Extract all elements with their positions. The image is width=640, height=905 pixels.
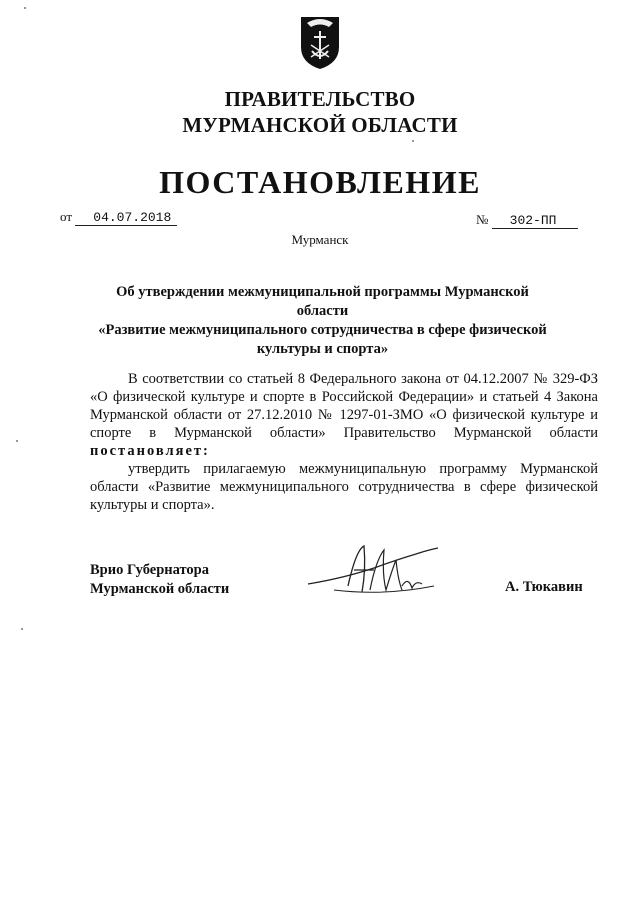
scan-speck xyxy=(412,140,414,142)
document-date: 04.07.2018 xyxy=(75,211,177,226)
document-type-title: ПОСТАНОВЛЕНИЕ xyxy=(159,164,481,200)
city-label: Мурманск xyxy=(291,232,349,247)
body-paragraph-1 xyxy=(90,370,598,460)
signatory-title-line: Врио Губернатора xyxy=(90,562,209,578)
number-block xyxy=(476,212,578,229)
org-title-line2: МУРМАНСКОЙ ОБЛАСТИ xyxy=(182,113,458,137)
date-block xyxy=(60,209,177,226)
resolution-keyword: постановляет: xyxy=(90,443,210,459)
subject-line: «Развитие межмуниципального сотрудничества в сфере физической xyxy=(98,322,547,338)
signatory-title-line: Мурманской области xyxy=(90,581,230,597)
scan-speck xyxy=(24,7,26,9)
number-prefix: № xyxy=(476,212,489,227)
document-number: 302-ПП xyxy=(492,214,579,229)
date-prefix: от xyxy=(60,209,73,224)
signatory-name: А. Тюкавин xyxy=(505,579,583,595)
scan-speck xyxy=(16,440,18,442)
coat-of-arms-icon xyxy=(299,13,341,71)
paragraph-text: В соответствии со статьей 8 Федерального закона от 04.12.2007 № 329-ФЗ «О физической культуре и спорте в Российской Федерации» и статьей 4 Закона Мурманской области от 27.12.2010 № 1297-01-ЗМО «О физической культуре и спорте в Мурманской области» Правительство Мурманской области xyxy=(90,371,598,441)
scan-speck xyxy=(21,628,23,630)
body-paragraph-2: утвердить прилагаемую межмуниципальную программу Мурманской области «Развитие межмуниципального сотрудничества в сфере физической культуры и спорта». xyxy=(90,461,598,513)
subject-line: культуры и спорта» xyxy=(256,341,389,357)
subject-line: Об утверждении межмуниципальной программы Мурманской области xyxy=(116,284,529,319)
document-subject xyxy=(90,283,555,359)
org-title-line1: ПРАВИТЕЛЬСТВО xyxy=(224,87,416,111)
signatory-title xyxy=(90,561,229,599)
handwritten-signature xyxy=(304,540,444,600)
